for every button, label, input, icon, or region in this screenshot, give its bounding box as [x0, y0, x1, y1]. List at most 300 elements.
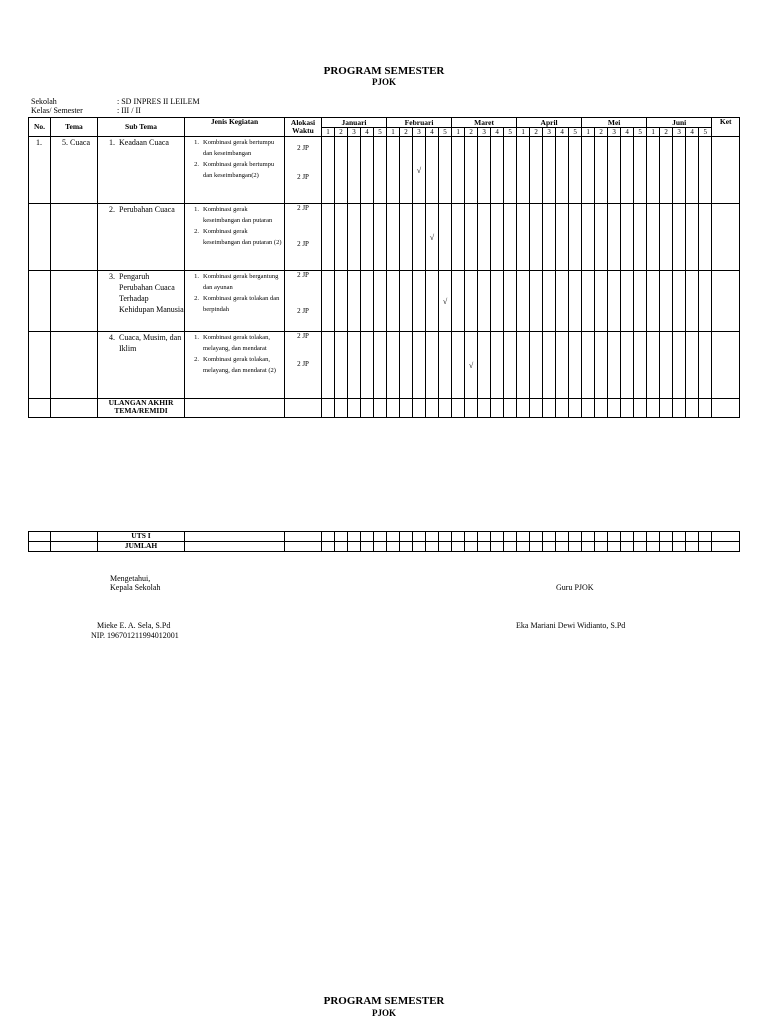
- jp-value: 2 JP: [297, 144, 309, 152]
- week-cell: [387, 137, 400, 204]
- week-cell: [569, 399, 582, 418]
- table-row: [29, 271, 740, 332]
- col-jenis-header: Jenis Kegiatan: [185, 118, 285, 137]
- sekolah-value: : SD INPRES II LEILEM: [117, 97, 200, 106]
- week-cell: [556, 271, 569, 332]
- week-cell: [647, 399, 660, 418]
- subtema-item: [98, 204, 184, 215]
- week-check-mark: √: [465, 332, 478, 399]
- col-no-header: No.: [29, 118, 51, 137]
- week-cell: [530, 137, 543, 204]
- week-cell: [595, 542, 608, 552]
- week-cell: [452, 137, 465, 204]
- week-cell: [595, 332, 608, 399]
- week-cell: [621, 137, 634, 204]
- week-cell: [647, 137, 660, 204]
- week-cell: [439, 542, 452, 552]
- week-cell: [387, 542, 400, 552]
- kegiatan-item: [185, 332, 284, 354]
- week-cell: [335, 271, 348, 332]
- week-cell: [348, 532, 361, 542]
- footer-title: PROGRAM SEMESTER: [323, 995, 445, 1007]
- week-cell: [348, 271, 361, 332]
- week-cell: [361, 204, 374, 271]
- week-cell: [322, 532, 335, 542]
- week-cell: [491, 542, 504, 552]
- kegiatan-cell: [185, 137, 285, 204]
- jumlah-label: JUMLAH: [98, 542, 185, 552]
- week-cell: [634, 204, 647, 271]
- week-cell: [478, 399, 491, 418]
- jumlah-row: [29, 542, 740, 552]
- week-cell: [322, 204, 335, 271]
- week-cell: [439, 399, 452, 418]
- week-number-header: 2: [400, 128, 413, 137]
- week-cell: [621, 532, 634, 542]
- week-cell: [335, 399, 348, 418]
- week-cell: [673, 542, 686, 552]
- week-cell: [322, 137, 335, 204]
- week-cell: [426, 332, 439, 399]
- subtema-list: [98, 271, 184, 315]
- kegiatan-list: [185, 332, 284, 376]
- week-cell: [595, 271, 608, 332]
- subtema-number: 3.: [109, 272, 115, 281]
- week-cell: [374, 271, 387, 332]
- week-cell: [556, 532, 569, 542]
- kegiatan-text: Kombinasi gerak tolakan, melayang, dan mendarat: [203, 334, 270, 352]
- kegiatan-text: Kombinasi gerak keseimbangan dan putaran: [203, 206, 273, 224]
- week-cell: [621, 399, 634, 418]
- week-cell: [322, 332, 335, 399]
- ket-cell: [712, 542, 740, 552]
- week-cell: [608, 532, 621, 542]
- week-cell: [426, 271, 439, 332]
- week-cell: [543, 532, 556, 542]
- week-cell: [660, 204, 673, 271]
- subtema-number: 4.: [109, 333, 115, 342]
- row-number: [29, 271, 51, 332]
- week-cell: [439, 204, 452, 271]
- kepala-sekolah-label: Kepala Sekolah: [110, 583, 161, 592]
- kegiatan-item: [185, 204, 284, 226]
- week-cell: [634, 137, 647, 204]
- week-cell: [569, 204, 582, 271]
- week-number-header: 1: [582, 128, 595, 137]
- week-cell: [504, 532, 517, 542]
- kegiatan-list: [185, 271, 284, 315]
- week-cell: [322, 399, 335, 418]
- mengetahui-text: Mengetahui,: [110, 574, 151, 583]
- sekolah-label: Sekolah: [31, 97, 57, 106]
- tema-cell: 5. Cuaca: [51, 137, 98, 204]
- week-cell: [530, 271, 543, 332]
- week-cell: [361, 532, 374, 542]
- week-number-header: 1: [647, 128, 660, 137]
- week-cell: [504, 542, 517, 552]
- week-cell: [400, 542, 413, 552]
- subtema-label: Perubahan Cuaca: [119, 205, 175, 214]
- week-cell: [348, 204, 361, 271]
- week-cell: [634, 532, 647, 542]
- week-cell: [673, 332, 686, 399]
- week-cell: [465, 271, 478, 332]
- week-cell: [556, 137, 569, 204]
- week-cell: [452, 532, 465, 542]
- week-cell: [335, 542, 348, 552]
- alokasi-cell: [285, 532, 322, 542]
- week-cell: [595, 137, 608, 204]
- week-cell: [556, 332, 569, 399]
- col-ket-header: Ket: [712, 118, 740, 137]
- kegiatan-number: 1.: [194, 334, 199, 341]
- week-cell: [452, 332, 465, 399]
- week-cell: [595, 399, 608, 418]
- jp-value: 2 JP: [297, 240, 309, 248]
- week-cell: [673, 399, 686, 418]
- week-number-header: 3: [543, 128, 556, 137]
- week-cell: [673, 271, 686, 332]
- week-cell: [387, 532, 400, 542]
- kegiatan-item: [185, 271, 284, 293]
- week-cell: [569, 532, 582, 542]
- week-cell: [452, 204, 465, 271]
- week-number-header: 4: [491, 128, 504, 137]
- kegiatan-text: Kombinasi gerak bertumpu dan keseimbangan(2): [203, 161, 275, 179]
- month-header: Maret: [452, 118, 517, 128]
- ket-cell: [712, 332, 740, 399]
- week-cell: [569, 271, 582, 332]
- week-cell: [348, 332, 361, 399]
- row-number: [29, 204, 51, 271]
- week-cell: [426, 532, 439, 542]
- subtema-list: [98, 137, 184, 148]
- week-cell: [647, 542, 660, 552]
- tema-cell: [51, 399, 98, 418]
- row-number: [29, 399, 51, 418]
- week-cell: [634, 542, 647, 552]
- week-cell: [465, 542, 478, 552]
- week-cell: [478, 542, 491, 552]
- week-cell: [686, 332, 699, 399]
- week-cell: [374, 332, 387, 399]
- week-cell: [673, 532, 686, 542]
- subtema-label: Pengaruh Perubahan Cuaca Terhadap Kehidupan Manusia: [119, 272, 184, 314]
- ket-cell: [712, 532, 740, 542]
- sekolah-line: [31, 97, 200, 106]
- week-cell: [660, 542, 673, 552]
- ket-cell: [712, 399, 740, 418]
- week-cell: [660, 532, 673, 542]
- week-cell: [361, 332, 374, 399]
- week-cell: [569, 332, 582, 399]
- kegiatan-text: Kombinasi gerak tolakan dan berpindah: [203, 295, 280, 313]
- week-cell: [361, 137, 374, 204]
- week-cell: [387, 399, 400, 418]
- week-cell: [465, 204, 478, 271]
- kegiatan-list: [185, 137, 284, 181]
- table-row: [29, 204, 740, 271]
- week-cell: [530, 399, 543, 418]
- week-cell: [608, 137, 621, 204]
- week-cell: [699, 532, 712, 542]
- week-number-header: 5: [699, 128, 712, 137]
- week-cell: [413, 532, 426, 542]
- week-check-mark: √: [426, 204, 439, 271]
- kelas-label: Kelas/ Semester: [31, 106, 83, 115]
- week-cell: [530, 204, 543, 271]
- week-cell: [452, 271, 465, 332]
- kelas-line: [31, 106, 141, 115]
- subtema-item: [98, 137, 184, 148]
- uts-label: UTS I: [98, 532, 185, 542]
- tema-cell: [51, 271, 98, 332]
- week-cell: [465, 532, 478, 542]
- ket-cell: [712, 204, 740, 271]
- week-cell: [465, 399, 478, 418]
- week-cell: [426, 137, 439, 204]
- week-number-header: 1: [452, 128, 465, 137]
- week-cell: [504, 271, 517, 332]
- kegiatan-number: 1.: [194, 273, 199, 280]
- week-cell: [699, 204, 712, 271]
- week-cell: [686, 399, 699, 418]
- subtema-cell: [98, 271, 185, 332]
- week-cell: [686, 532, 699, 542]
- week-cell: [491, 532, 504, 542]
- kegiatan-cell: [185, 399, 285, 418]
- jp-value: 2 JP: [297, 204, 309, 212]
- subtema-list: [98, 204, 184, 215]
- month-header: Februari: [387, 118, 452, 128]
- week-cell: [543, 204, 556, 271]
- jp-value: 2 JP: [297, 360, 309, 368]
- week-cell: [491, 332, 504, 399]
- week-cell: [400, 137, 413, 204]
- kepala-sekolah-name: Mieke E. A. Sela, S.Pd: [97, 621, 171, 630]
- kegiatan-cell: [185, 332, 285, 399]
- week-cell: [387, 332, 400, 399]
- week-cell: [517, 332, 530, 399]
- week-number-header: 5: [569, 128, 582, 137]
- week-cell: [621, 204, 634, 271]
- week-cell: [491, 137, 504, 204]
- week-number-header: 2: [660, 128, 673, 137]
- week-cell: [478, 532, 491, 542]
- week-cell: [608, 271, 621, 332]
- week-cell: [426, 542, 439, 552]
- week-cell: [374, 137, 387, 204]
- week-cell: [556, 204, 569, 271]
- alokasi-cell: [285, 137, 322, 204]
- week-cell: [699, 137, 712, 204]
- week-number-header: 4: [686, 128, 699, 137]
- alokasi-cell: [285, 542, 322, 552]
- week-number-header: 5: [634, 128, 647, 137]
- kegiatan-number: 2.: [194, 356, 199, 363]
- week-cell: [439, 137, 452, 204]
- footer-subtitle: PJOK: [372, 1008, 396, 1018]
- kepala-sekolah-nip: NIP. 196701211994012001: [91, 631, 179, 640]
- week-cell: [465, 137, 478, 204]
- week-number-header: 1: [517, 128, 530, 137]
- subtema-cell: [98, 332, 185, 399]
- subtema-list: [98, 332, 184, 354]
- week-number-header: 3: [673, 128, 686, 137]
- week-cell: [478, 204, 491, 271]
- week-cell: [543, 137, 556, 204]
- week-number-header: 2: [530, 128, 543, 137]
- week-check-mark: √: [413, 137, 426, 204]
- week-cell: [374, 399, 387, 418]
- week-cell: [517, 137, 530, 204]
- week-cell: [647, 332, 660, 399]
- subtema-number: 2.: [109, 205, 115, 214]
- alokasi-cell: [285, 204, 322, 271]
- alokasi-cell: [285, 332, 322, 399]
- week-cell: [439, 332, 452, 399]
- subtema-number: 1.: [109, 138, 115, 147]
- row-number: [29, 332, 51, 399]
- week-cell: [608, 204, 621, 271]
- week-cell: [582, 271, 595, 332]
- alokasi-cell: [285, 271, 322, 332]
- week-number-header: 3: [413, 128, 426, 137]
- week-cell: [452, 399, 465, 418]
- kegiatan-item: [185, 159, 284, 181]
- week-number-header: 2: [335, 128, 348, 137]
- week-cell: [699, 542, 712, 552]
- week-check-mark: √: [439, 271, 452, 332]
- page-title: PROGRAM SEMESTER: [323, 65, 445, 77]
- week-cell: [504, 137, 517, 204]
- week-cell: [517, 271, 530, 332]
- uts-table: [28, 531, 740, 552]
- week-number-header: 3: [478, 128, 491, 137]
- week-cell: [491, 204, 504, 271]
- kegiatan-item: [185, 137, 284, 159]
- week-cell: [543, 332, 556, 399]
- kelas-value: : III / II: [117, 106, 141, 115]
- week-cell: [504, 332, 517, 399]
- week-cell: [504, 399, 517, 418]
- week-cell: [699, 271, 712, 332]
- week-cell: [530, 542, 543, 552]
- ket-cell: [712, 271, 740, 332]
- page-subtitle: PJOK: [372, 77, 396, 87]
- week-cell: [660, 332, 673, 399]
- jp-value: 2 JP: [297, 332, 309, 340]
- week-cell: [413, 271, 426, 332]
- month-header: Mei: [582, 118, 647, 128]
- week-cell: [517, 399, 530, 418]
- row-number: [29, 532, 51, 542]
- jp-value: 2 JP: [297, 307, 309, 315]
- week-cell: [491, 399, 504, 418]
- week-number-header: 5: [504, 128, 517, 137]
- week-cell: [374, 204, 387, 271]
- tema-cell: [51, 204, 98, 271]
- tema-cell: [51, 332, 98, 399]
- week-cell: [582, 532, 595, 542]
- week-cell: [387, 204, 400, 271]
- week-cell: [556, 399, 569, 418]
- week-cell: [335, 332, 348, 399]
- week-cell: [582, 332, 595, 399]
- week-cell: [517, 542, 530, 552]
- program-table: [28, 117, 740, 418]
- week-cell: [608, 399, 621, 418]
- week-cell: [634, 271, 647, 332]
- week-number-header: 4: [621, 128, 634, 137]
- kegiatan-text: Kombinasi gerak keseimbangan dan putaran (2): [203, 228, 282, 246]
- kegiatan-number: 1.: [194, 139, 199, 146]
- row-number: [29, 542, 51, 552]
- week-cell: [335, 532, 348, 542]
- week-cell: [660, 137, 673, 204]
- month-header: Juni: [647, 118, 712, 128]
- week-cell: [348, 542, 361, 552]
- subtema-label: Cuaca, Musim, dan Iklim: [119, 333, 182, 353]
- week-cell: [543, 399, 556, 418]
- kegiatan-cell: [185, 204, 285, 271]
- subtema-item: [98, 271, 184, 315]
- week-cell: [517, 532, 530, 542]
- kegiatan-cell: [185, 271, 285, 332]
- week-cell: [647, 271, 660, 332]
- week-cell: [322, 271, 335, 332]
- week-cell: [322, 542, 335, 552]
- week-cell: [582, 137, 595, 204]
- week-cell: [608, 542, 621, 552]
- tema-cell: [51, 542, 98, 552]
- col-tema-header: Tema: [51, 118, 98, 137]
- week-number-header: 2: [465, 128, 478, 137]
- kegiatan-cell: [185, 532, 285, 542]
- ulangan-label: ULANGAN AKHIR TEMA/REMIDI: [98, 399, 185, 418]
- week-cell: [621, 271, 634, 332]
- week-cell: [335, 204, 348, 271]
- alokasi-cell: [285, 399, 322, 418]
- kegiatan-item: [185, 354, 284, 376]
- kegiatan-item: [185, 226, 284, 248]
- week-cell: [569, 542, 582, 552]
- week-cell: [491, 271, 504, 332]
- col-alokasi-header: Alokasi Waktu: [285, 118, 322, 137]
- week-cell: [374, 532, 387, 542]
- week-cell: [582, 204, 595, 271]
- week-cell: [517, 204, 530, 271]
- ket-cell: [712, 137, 740, 204]
- week-cell: [530, 532, 543, 542]
- week-cell: [686, 271, 699, 332]
- week-cell: [413, 332, 426, 399]
- week-cell: [582, 542, 595, 552]
- week-number-header: 4: [556, 128, 569, 137]
- kegiatan-cell: [185, 542, 285, 552]
- row-number: 1.: [29, 137, 51, 204]
- week-cell: [647, 204, 660, 271]
- week-cell: [361, 271, 374, 332]
- week-number-header: 2: [595, 128, 608, 137]
- week-cell: [478, 137, 491, 204]
- week-cell: [413, 542, 426, 552]
- week-cell: [400, 532, 413, 542]
- week-number-header: 5: [374, 128, 387, 137]
- week-number-header: 1: [387, 128, 400, 137]
- kegiatan-item: [185, 293, 284, 315]
- week-cell: [478, 271, 491, 332]
